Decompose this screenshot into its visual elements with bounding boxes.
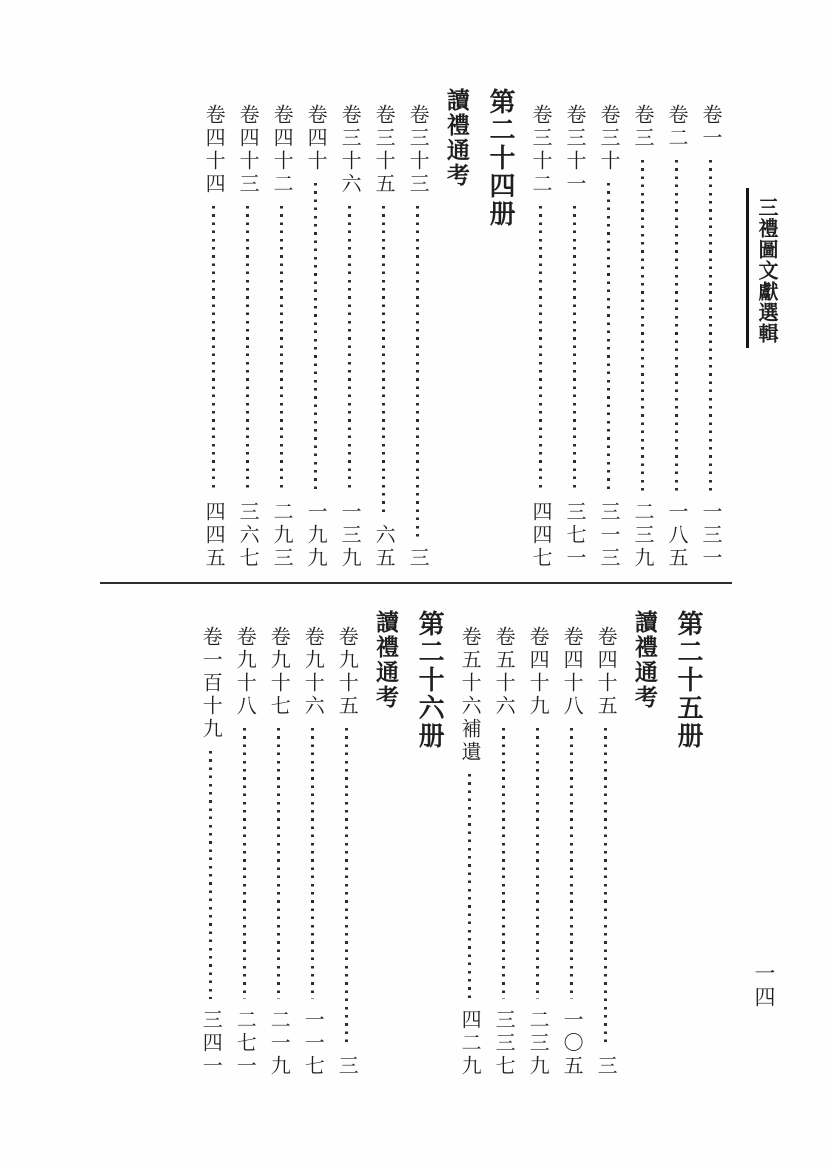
entry-page-number: 二九三 [270,501,293,570]
entry-volume-label: 卷三十五 [372,104,395,196]
entry-volume-label: 卷四十 [304,104,327,173]
toc-entry [203,88,223,570]
entry-volume-label: 卷五十六補遺 [458,626,481,764]
toc-entry [666,88,686,570]
entry-volume-label: 卷三十六 [338,104,361,196]
dot-leader [604,728,607,1045]
page-number: 一四 [752,962,776,1010]
dot-leader [641,160,644,491]
toc-entry [336,610,356,1078]
dot-leader [314,183,317,491]
toc-entry [561,610,581,1078]
dot-leader [246,206,249,491]
entry-volume-label: 卷二 [665,104,687,150]
entry-volume-label: 卷四十八 [560,626,583,718]
entry-page-number: 六五 [372,524,395,570]
entry-volume-label: 卷三十一 [563,104,585,196]
entry-page-number: 一〇五 [560,1009,583,1078]
toc-top-section [154,88,720,570]
toc-entry [598,88,618,570]
entry-volume-label: 卷三 [631,104,653,150]
toc-entry [530,88,550,570]
dot-leader [416,206,419,537]
toc-entry [271,88,291,570]
entry-volume-label: 卷三十二 [529,104,551,196]
dot-leader [243,728,246,999]
entry-page-number: 三七一 [563,501,585,570]
toc-entry [564,88,584,570]
book-title-heading: 讀禮通考 [631,610,657,710]
entry-volume-label: 卷三十三 [406,104,429,196]
entry-volume-label: 卷四十五 [594,626,617,718]
entry-volume-label: 卷四十三 [236,104,259,196]
dot-leader [209,751,212,999]
entry-page-number: 四二九 [458,1009,481,1078]
toc-entry [268,610,288,1078]
toc-entry [302,610,322,1078]
dot-leader [607,183,610,491]
section-divider [100,582,732,584]
toc-entry [339,88,359,570]
entry-page-number: 三一三 [597,501,619,570]
dot-leader [468,774,471,999]
volume-heading: 第二十五册 [674,610,703,750]
toc-entry [493,610,513,1078]
entry-volume-label: 卷四十四 [202,104,225,196]
entry-volume-label: 卷三十 [597,104,619,173]
entry-page-number: 一八五 [665,501,687,570]
entry-volume-label: 卷一百十九 [199,626,222,741]
entry-volume-label: 卷九十七 [267,626,290,718]
dot-leader [570,728,573,999]
book-title-heading: 讀禮通考 [443,88,469,188]
entry-page-number: 三三七 [492,1009,515,1078]
running-head-title: 三禮圖文獻選輯 [755,197,777,344]
entry-page-number: 三 [406,547,429,570]
dot-leader [675,160,678,491]
entry-page-number: 三四一 [199,1009,222,1078]
dot-leader [539,206,542,491]
entry-page-number: 四四七 [529,501,551,570]
entry-page-number: 一三九 [338,501,361,570]
dot-leader [502,728,505,999]
entry-volume-label: 卷四十九 [526,626,549,718]
dot-leader [536,728,539,999]
entry-volume-label: 卷九十八 [233,626,256,718]
dot-leader [573,206,576,491]
toc-entry [527,610,547,1078]
toc-entry [237,88,257,570]
entry-page-number: 二七一 [233,1009,256,1078]
dot-leader [212,206,215,491]
toc-bottom-section [106,610,718,1078]
dot-leader [709,160,712,491]
volume-heading: 第二十四册 [486,88,515,228]
entry-page-number: 四四五 [202,501,225,570]
toc-entry [305,88,325,570]
toc-entry [632,88,652,570]
dot-leader [280,206,283,491]
entry-page-number: 二一九 [267,1009,290,1078]
dot-leader [382,206,385,514]
dot-leader [345,728,348,1045]
toc-entry [234,610,254,1078]
toc-entry [373,88,393,570]
toc-entry [700,88,720,570]
entry-volume-label: 卷一 [699,104,721,150]
entry-page-number: 一九九 [304,501,327,570]
entry-page-number: 三 [594,1055,617,1078]
entry-page-number: 二三九 [631,501,653,570]
dot-leader [311,728,314,999]
entry-page-number: 三六七 [236,501,259,570]
toc-entry [407,88,427,570]
toc-entry [459,610,479,1078]
toc-entry [200,610,220,1078]
dot-leader [348,206,351,491]
entry-page-number: 二三九 [526,1009,549,1078]
running-head-rule [746,188,749,348]
entry-volume-label: 卷九十五 [335,626,358,718]
toc-entry [595,610,615,1078]
volume-heading: 第二十六册 [415,610,445,750]
entry-volume-label: 卷五十六 [492,626,515,718]
entry-page-number: 三 [335,1055,358,1078]
entry-page-number: 一三一 [699,501,721,570]
dot-leader [277,728,280,999]
entry-volume-label: 卷九十六 [301,626,324,718]
entry-volume-label: 卷四十二 [270,104,293,196]
entry-page-number: 一一七 [301,1009,324,1078]
book-title-heading: 讀禮通考 [373,610,399,710]
